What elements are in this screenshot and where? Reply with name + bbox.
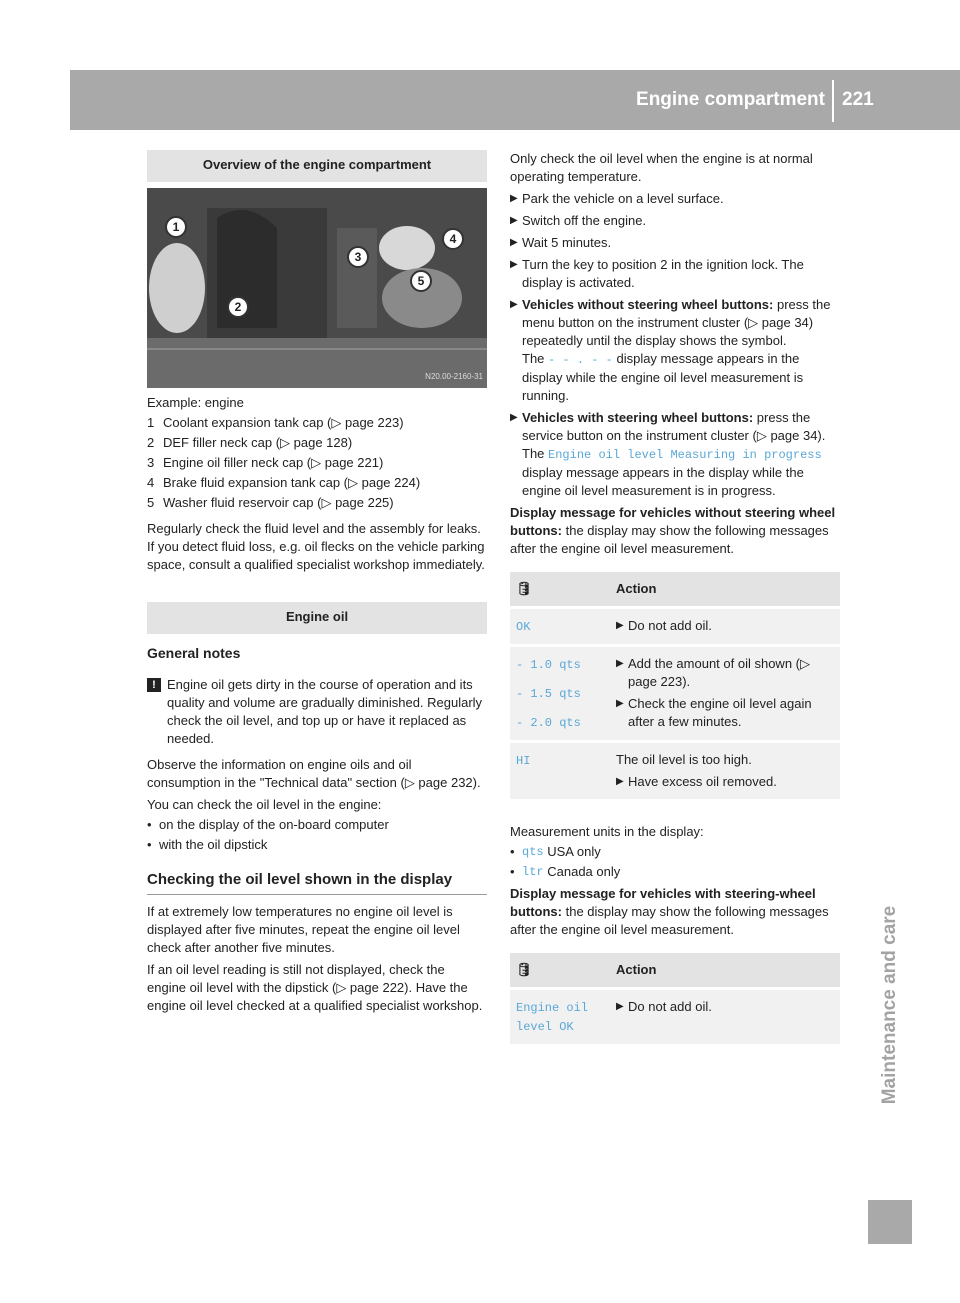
list-item: • with the oil dipstick <box>147 837 268 852</box>
step-item: ▶ Switch off the engine. <box>510 213 647 228</box>
side-tab-label: Maintenance and care <box>879 905 900 1105</box>
check-intro: You can check the oil level in the engine: <box>147 797 382 812</box>
oil-can-icon: 🛢 <box>510 953 610 989</box>
list-item: • ltr Canada only <box>510 864 621 879</box>
table-row: OK ▶ Do not add oil. <box>510 608 840 646</box>
step-no-buttons: ▶ Vehicles without steering wheel buttons: press the menu button on the instrument cluster (▷ page 34) repeatedly until the display shows the symbol. The - - . - - display message appears in the display while the engine oil level measurement is running. <box>510 297 831 403</box>
action-header: Action <box>610 953 840 989</box>
side-tab <box>868 820 912 1190</box>
photo-code: N20.00-2160-31 <box>425 372 483 381</box>
list-item: • qts USA only <box>510 844 601 859</box>
legend-list <box>147 414 487 512</box>
callout-1: 1 <box>165 216 187 238</box>
checking-heading: Checking the oil level shown in the display <box>147 871 453 888</box>
step-item: ▶ Wait 5 minutes. <box>510 235 612 250</box>
callout-3: 3 <box>347 246 369 268</box>
general-notes-heading: General notes <box>147 645 241 661</box>
table-row: - 1.0 qts - 1.5 qts - 2.0 qts ▶ Add the amount of oil shown (▷ page 223). ▶ Check the engine oil level again after a few minutes. <box>510 646 840 742</box>
callout-4: 4 <box>442 228 464 250</box>
units-intro: Measurement units in the display: <box>510 824 704 839</box>
header-divider <box>832 80 834 122</box>
oil-can-icon: 🛢 <box>510 572 610 608</box>
heading-rule <box>147 894 487 895</box>
overview-heading: Overview of the engine compartment <box>147 150 487 182</box>
display-with-buttons-label: Display message for vehicles with steering-wheel buttons: <box>510 886 816 919</box>
display-code: - - . - - <box>548 353 613 367</box>
intro-paragraph: Only check the oil level when the engine is at normal operating temperature. <box>510 151 813 184</box>
step-item: ▶ Turn the key to position 2 in the ignition lock. The display is activated. <box>510 257 804 290</box>
overview-paragraph: Regularly check the fluid level and the assembly for leaks. If you detect fluid loss, e.g. oil flecks on the vehicle parking space, consult a qualified specialist workshop immediately. <box>147 521 485 572</box>
legend-item: 1 Coolant expansion tank cap (▷ page 223) <box>147 415 404 430</box>
checking-paragraph-2: If an oil level reading is still not displayed, check the engine oil level with the dipstick (▷ page 222). Have the engine oil level checked at a qualified specialist workshop. <box>147 962 483 1013</box>
right-column: Only check the oil level when the engine is at normal operating temperature. ▶ Park the vehicle on a level surface. ▶ Switch off the engine. ▶ Wait 5 minutes. ▶ Turn the key to position 2 in the ignition lock. The display is activated. ▶ Vehicles without steering wheel buttons: press the menu button on the instrument cluster (▷ page 34) repeatedly until the display shows the symbol. The - - . - - display message appears in the display while the engine oil level measurement is running. ▶ Vehicles with steering wheel buttons: press the service button on the instrument cluster (▷ page 34). The Engine oil level Measuring in progress display message appears in the display while the engine oil level measurement is in progress. Display message for vehicles without steering wheel buttons: the display may show the following messages after the engine oil level measurement. 🛢 Action OK ▶ Do not add oil. - 1.0 qts - 1.5 qts - 2.0 qts ▶ Add the amount of oil shown (▷ page 223). ▶ Check the engine oil level again after a few minutes. HI The oil level is too high. ▶ Have excess oil removed. Measurement units in the display: • qts USA only • ltr Canada only Display message for vehicles with steering-wheel buttons: the display may show the following messages after the engine oil level measurement. 🛢 Action Engine oil level OK ▶ Do not add oil. <box>510 150 840 1044</box>
list-item: • on the display of the on-board computer <box>147 817 389 832</box>
side-tab-marker <box>868 1200 912 1244</box>
table-row: HI The oil level is too high. ▶ Have excess oil removed. <box>510 742 840 800</box>
display-no-buttons-label: Display message for vehicles without steering wheel buttons: <box>510 505 836 538</box>
checking-paragraph-1: If at extremely low temperatures no engine oil level is displayed after five minutes, repeat the engine oil level check after another five minutes. <box>147 904 460 955</box>
page-number: 221 <box>842 89 874 110</box>
action-header: Action <box>610 572 840 608</box>
oil-message-table-1 <box>510 572 840 799</box>
step-with-buttons: ▶ Vehicles with steering wheel buttons: press the service button on the instrument cluster (▷ page 34). The Engine oil level Measuring in progress display message appears in the display while the engine oil level measurement is in progress. <box>510 410 826 498</box>
header-bar <box>70 70 960 130</box>
display-code: Engine oil level Measuring in progress <box>548 448 822 462</box>
warning-icon: ! <box>147 678 161 692</box>
left-column <box>147 150 487 1015</box>
note-text: Engine oil gets dirty in the course of operation and its quality and volume are gradually diminished. Regularly check the oil level, and top up or have it replaced as needed. <box>167 677 483 746</box>
engine-oil-heading: Engine oil <box>147 602 487 634</box>
callout-2: 2 <box>227 296 249 318</box>
legend-item: 4 Brake fluid expansion tank cap (▷ page 224) <box>147 475 421 490</box>
legend-item: 2 DEF filler neck cap (▷ page 128) <box>147 435 353 450</box>
legend-item: 5 Washer fluid reservoir cap (▷ page 225) <box>147 495 394 510</box>
oil-message-table-2 <box>510 953 840 1044</box>
page-section-title: Engine compartment <box>636 89 825 110</box>
callout-5: 5 <box>410 270 432 292</box>
legend-item: 3 Engine oil filler neck cap (▷ page 221) <box>147 455 384 470</box>
engine-photo <box>147 188 487 388</box>
note-box <box>147 676 487 748</box>
step-item: ▶ Park the vehicle on a level surface. <box>510 191 724 206</box>
engine-illustration <box>147 188 487 388</box>
observe-paragraph: Observe the information on engine oils and oil consumption in the "Technical data" section (▷ page 232). <box>147 757 481 790</box>
photo-caption: Example: engine <box>147 395 244 410</box>
table-row: Engine oil level OK ▶ Do not add oil. <box>510 989 840 1045</box>
